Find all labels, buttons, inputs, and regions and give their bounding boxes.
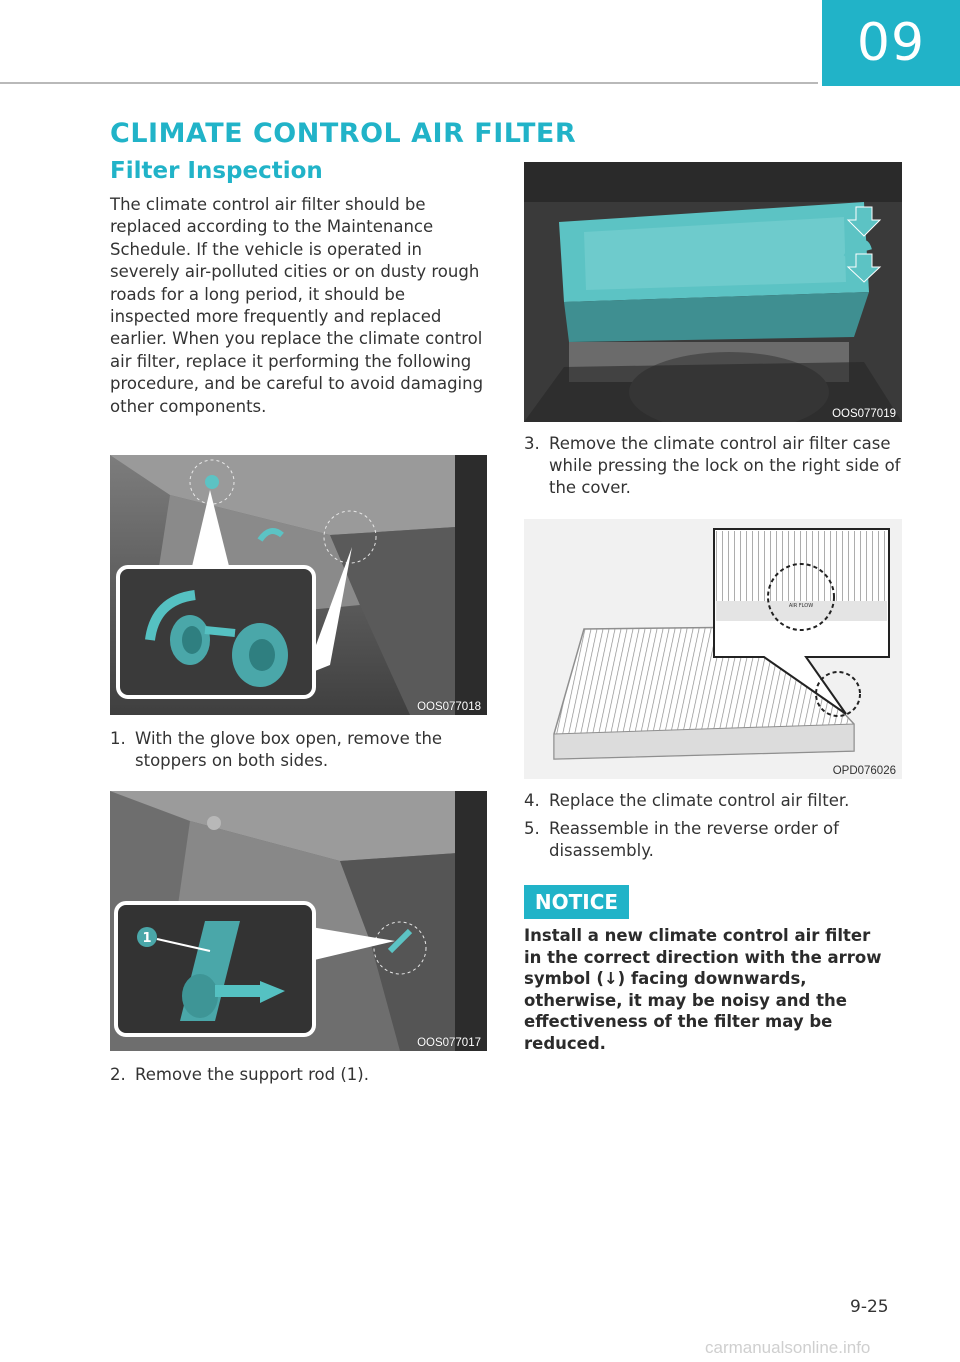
figure-code: OPD076026	[832, 765, 896, 777]
step-5	[524, 818, 909, 862]
step-2	[110, 1064, 510, 1086]
figure-air-filter	[524, 519, 902, 779]
figure-code: OOS077018	[417, 701, 481, 713]
filter-airflow-label: AIR FLOW	[788, 603, 814, 609]
step-number: 3.	[524, 434, 540, 453]
step-text: Remove the climate control air filter case while pressing the lock on the right side of the cover.	[549, 434, 901, 497]
section-title: CLIMATE CONTROL AIR FILTER	[110, 118, 577, 149]
support-rod-illustration	[110, 791, 487, 1051]
watermark: carmanualsonline.info	[705, 1338, 871, 1357]
figure-code: OOS077017	[417, 1037, 481, 1049]
notice-badge: NOTICE	[524, 885, 629, 919]
step-4	[524, 790, 909, 812]
glovebox-stoppers-illustration	[110, 455, 487, 715]
step-text: Remove the support rod (1).	[135, 1065, 369, 1084]
step-number: 5.	[524, 819, 540, 838]
intro-paragraph: The climate control air filter should be replaced according to the Maintenance Schedule. If the vehicle is operated in severely air-polluted cities or on dusty rough roads for a long period, it should be inspected more frequently and replaced earlier. When you replace the climate control air filter, replace it performing the following procedure, and be careful to avoid damaging other components.	[110, 195, 484, 416]
page-number: 9-25	[850, 1297, 889, 1317]
figure-glovebox-stoppers	[110, 455, 487, 715]
figure-support-rod	[110, 791, 487, 1051]
chapter-tab: 09	[822, 0, 960, 86]
step-text: With the glove box open, remove the stoppers on both sides.	[135, 729, 443, 770]
figure-filter-case	[524, 162, 902, 422]
step-text: Reassemble in the reverse order of disassembly.	[549, 819, 839, 860]
filter-case-illustration	[524, 162, 902, 422]
notice-text: Install a new climate control air filter in the correct direction with the arrow symbol (↓) facing downwards, otherwise, it may be noisy and the effectiveness of the filter may be reduced.	[524, 926, 882, 1053]
air-filter-illustration	[524, 519, 902, 779]
step-number: 2.	[110, 1065, 126, 1084]
step-1	[110, 728, 510, 772]
subsection-title: Filter Inspection	[110, 158, 323, 184]
step-text: Replace the climate control air filter.	[549, 791, 850, 810]
step-3	[524, 433, 909, 499]
callout-number: 1	[142, 931, 152, 946]
step-number: 1.	[110, 729, 126, 748]
figure-code: OOS077019	[832, 408, 896, 420]
step-number: 4.	[524, 791, 540, 810]
header-rule	[0, 82, 818, 84]
